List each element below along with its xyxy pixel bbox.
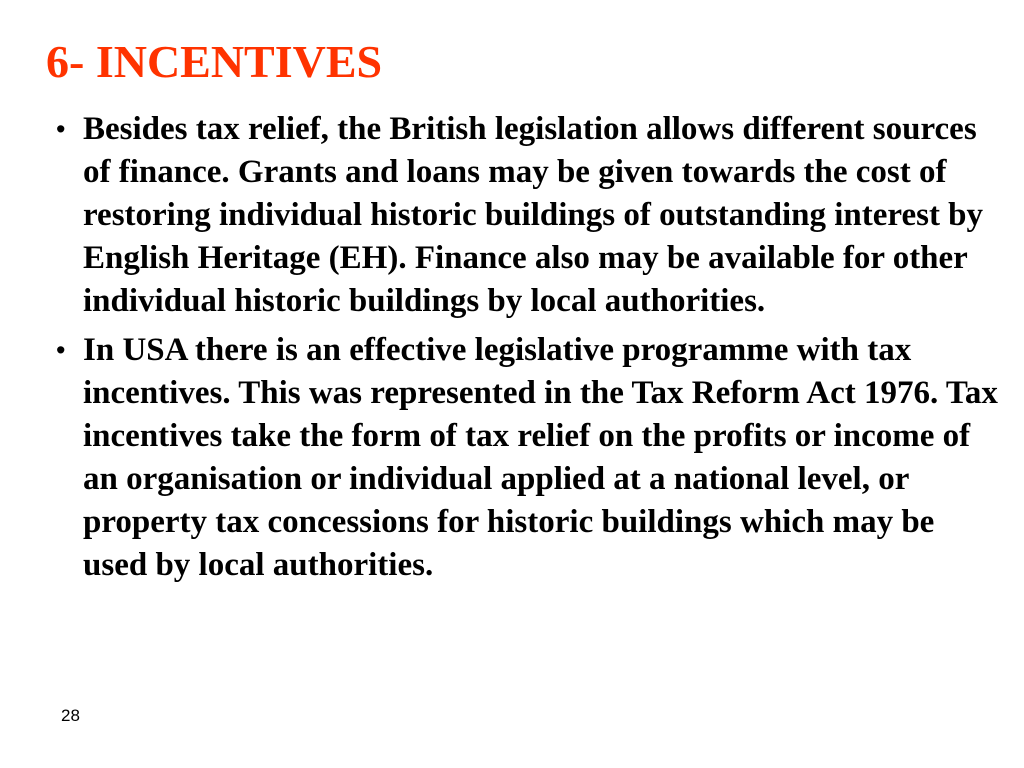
bullet-marker: • bbox=[56, 114, 66, 144]
bullet-list bbox=[52, 108, 1002, 593]
bullet-marker: • bbox=[56, 335, 66, 365]
bullet-text: Besides tax relief, the British legislation allows different sources of finance. Grants and loans may be given towards the cost of restoring individual historic buildings of outstanding interest by English Heritage (EH). Finance also may be available for other individual historic buildings by local authorities. bbox=[83, 111, 984, 319]
bullet-item-british-legislation bbox=[52, 108, 1002, 323]
bullet-item-usa-legislation bbox=[52, 329, 1002, 587]
page-number: 28 bbox=[61, 706, 80, 725]
slide-title: 6- INCENTIVES bbox=[46, 36, 383, 87]
bullet-text: In USA there is an effective legislative programme with tax incentives. This was represented in the Tax Reform Act 1976. Tax incentives take the form of tax relief on the profits or income of an organisation or individual applied at a national level, or property tax concessions for historic buildings which may be used by local authorities. bbox=[83, 332, 998, 583]
